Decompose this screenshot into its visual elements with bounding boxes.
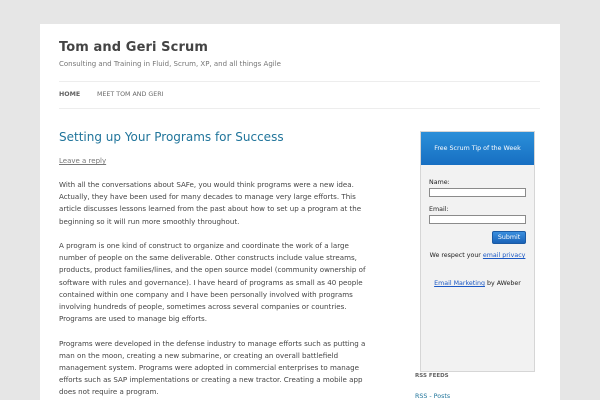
leave-reply-link[interactable]: Leave a reply bbox=[59, 157, 107, 165]
site-description: Consulting and Training in Fluid, Scrum, XP, and all things Agile bbox=[59, 60, 281, 68]
page-container bbox=[40, 24, 560, 400]
nav-item-meet-tom-and-geri[interactable]: MEET TOM AND GERI bbox=[97, 91, 164, 98]
rss-feeds-heading: RSS FEEDS bbox=[415, 373, 449, 379]
email-input[interactable] bbox=[429, 215, 526, 224]
name-label: Name: bbox=[429, 179, 450, 186]
email-marketing-link[interactable]: Email Marketing bbox=[434, 280, 485, 287]
submit-button[interactable]: Submit bbox=[492, 231, 526, 244]
aweber-suffix: by AWeber bbox=[486, 280, 521, 287]
post-content bbox=[59, 179, 377, 400]
privacy-note bbox=[421, 252, 534, 259]
post-paragraph: With all the conversations about SAFe, you would think programs were a new idea. Actually, they have been used for many decades to manage very large efforts. This article discusses lessons learned from the past about how to set up a program at the beginning so it will run more smoothly throughout. bbox=[59, 180, 362, 226]
nav-item-home[interactable]: HOME bbox=[59, 91, 81, 98]
post-title[interactable]: Setting up Your Programs for Success bbox=[59, 130, 284, 144]
newsletter-signup-widget bbox=[420, 131, 535, 372]
widget-header: Free Scrum Tip of the Week bbox=[421, 132, 534, 165]
rss-posts-link[interactable]: RSS - Posts bbox=[415, 393, 451, 400]
post-paragraph: Programs were developed in the defense industry to manage efforts such as putting a man on the moon, creating a new submarine, or creating an overall battlefield management system. Programs were adopted in commercial enterprises to manage efforts such as SAP implementations or creating a new tractor. Creating a mobile app does not require a program. bbox=[59, 338, 366, 397]
site-title[interactable]: Tom and Geri Scrum bbox=[59, 40, 208, 55]
post-paragraph: A program is one kind of construct to organize and coordinate the work of a large number of people on the same deliverable. Other constructs include value streams, products, product families/lines, and the open source model (community ownership of software with rules and governance). I have heard of programs as small as 40 people contained within one company and I have been personally involved with programs involving hundreds of people, sometimes across several companies or countries. Programs are used to manage big efforts. bbox=[59, 241, 366, 324]
privacy-prefix: We respect your bbox=[429, 252, 481, 259]
email-label: Email: bbox=[429, 206, 449, 213]
email-privacy-link[interactable]: email privacy bbox=[482, 252, 526, 259]
name-input[interactable] bbox=[429, 188, 526, 197]
main-navigation bbox=[59, 81, 540, 109]
aweber-credit bbox=[421, 280, 534, 287]
